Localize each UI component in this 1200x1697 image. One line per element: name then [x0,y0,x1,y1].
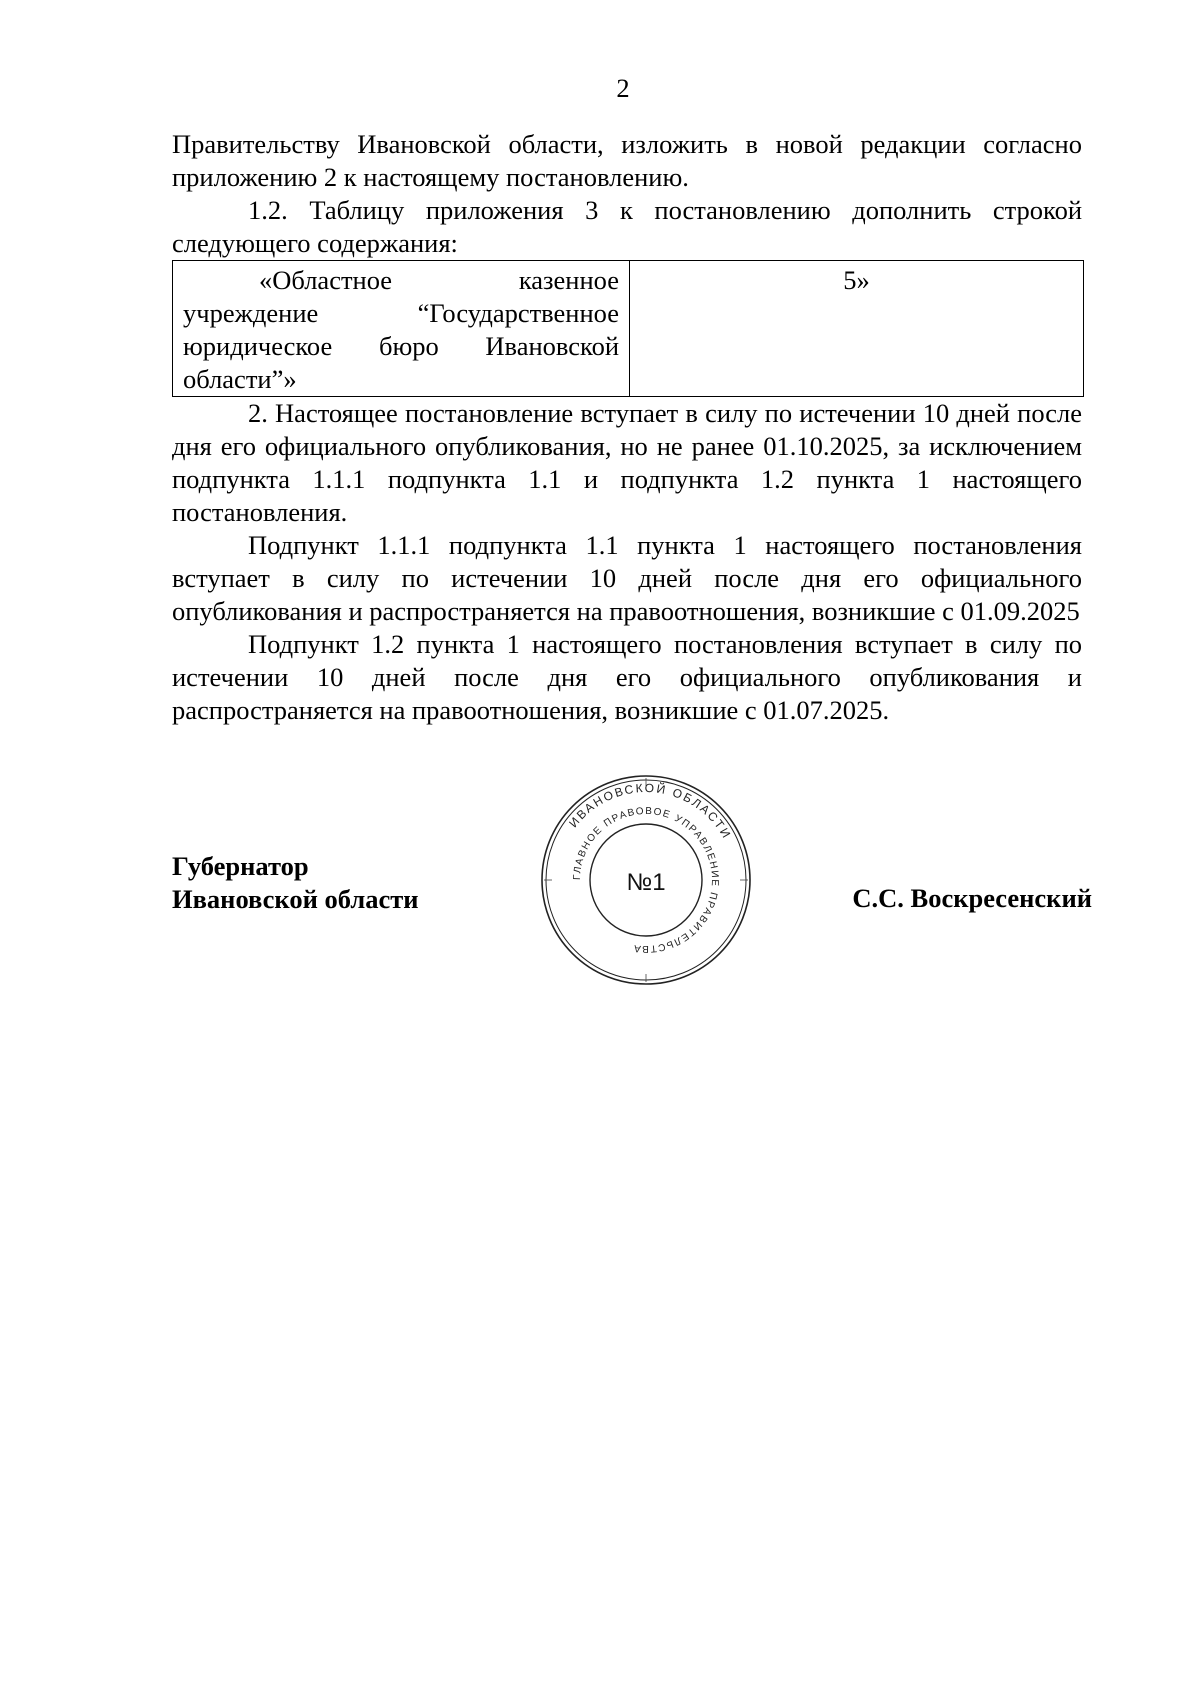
paragraph-subpoint-1-2: Подпункт 1.2 пункта 1 настоящего постановления вступает в силу по истечении 10 дней после дня его официального опубликования и распространяется на правоотношения, возникшие с 01.07.2025. [172,629,1082,725]
page-number: 2 [616,73,630,103]
seal-inner-text: ГЛАВНОЕ ПРАВОВОЕ УПРАВЛЕНИЕ ПРАВИТЕЛЬСТВА [571,805,721,955]
table-row [173,261,1084,397]
signature-block [172,850,1092,990]
paragraph-subpoint-1-1-1: Подпункт 1.1.1 подпункта 1.1 пункта 1 настоящего постановления вступает в силу по истечении 10 дней после дня его официального опубликования и распространяется на правоотношения, возникшие с 01.09.2025 [172,530,1082,626]
signatory-name: С.С. Воскресенский [852,883,1092,913]
paragraph-1-2: 1.2. Таблицу приложения 3 к постановлению дополнить строкой следующего содержания: [172,195,1082,258]
signatory-title-line-1: Губернатор [172,851,309,881]
table-cell-value: 5» [630,261,1084,397]
document-body [172,128,1082,727]
table-cell-institution [173,261,630,397]
institution-name: «Областное казенное учреждение “Государственное юридическое бюро Ивановской области”» [183,265,619,394]
signatory-title [172,850,419,916]
appendix-table-row [172,260,1084,397]
seal-number: №1 [626,869,666,896]
signatory-title-line-2: Ивановской области [172,884,419,914]
seal-ring-text: ИВАНОВСКОЙ ОБЛАСТИ [566,780,735,842]
paragraph-2: 2. Настоящее постановление вступает в силу по истечении 10 дней после дня его официального опубликования, но не ранее 01.10.2025, за исключением подпункта 1.1.1 подпункта 1.1 и подпункта 1.2 пункта 1 настоящего постановления. [172,398,1082,527]
paragraph-continuation: Правительству Ивановской области, изложить в новой редакции согласно приложению 2 к настоящему постановлению. [172,129,1082,192]
